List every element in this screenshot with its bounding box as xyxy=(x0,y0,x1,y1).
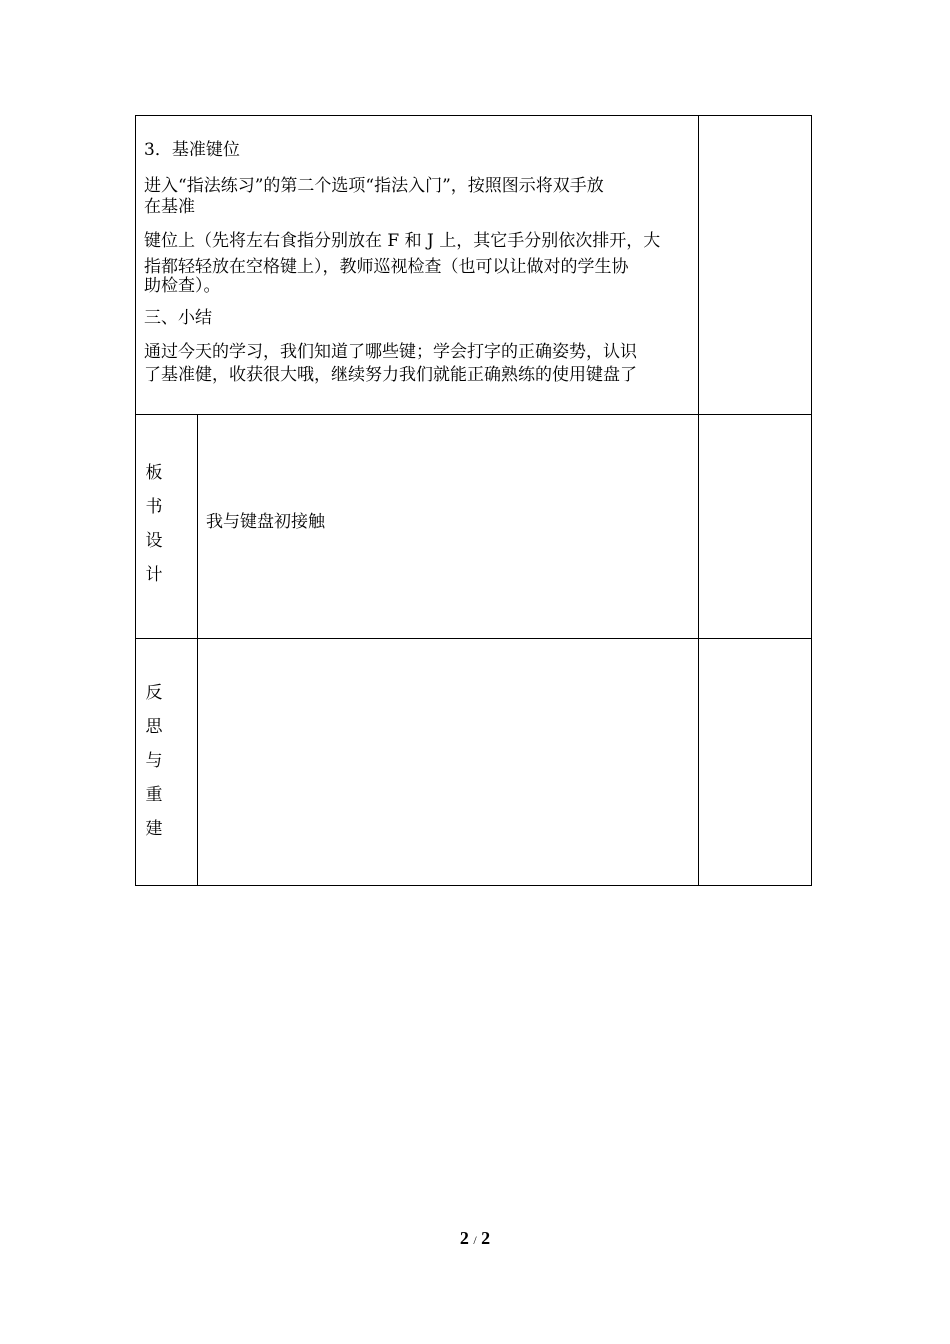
label-char: 与 xyxy=(145,751,163,771)
section-heading: 三、小结 xyxy=(144,308,212,328)
board-design-content: 我与键盘初接触 xyxy=(206,512,325,532)
table-row-divider xyxy=(135,638,812,639)
paragraph-line: 助检查）。 xyxy=(144,276,221,296)
section-heading: 3．基准键位 xyxy=(144,140,240,160)
paragraph-line: 进入“指法练习”的第二个选项“指法入门”，按照图示将双手放 xyxy=(144,176,604,196)
paragraph-line: 通过今天的学习，我们知道了哪些键；学会打字的正确姿势，认识 xyxy=(144,342,637,362)
label-char: 反 xyxy=(145,683,163,703)
table-col-divider xyxy=(698,115,699,886)
paragraph-line: 在基准 xyxy=(144,197,195,217)
label-char: 建 xyxy=(145,819,163,839)
board-design-label xyxy=(134,456,174,592)
table-row-divider xyxy=(135,414,812,415)
paragraph-line: 指都轻轻放在空格键上），教师巡视检查（也可以让做对的学生协 xyxy=(144,257,629,277)
table-col-divider xyxy=(197,414,198,886)
table-border-bottom xyxy=(135,885,812,886)
table-border-top xyxy=(135,115,812,116)
page-number xyxy=(0,1228,950,1249)
paragraph-line: 键位上（先将左右食指分别放在 F 和 J 上，其它手分别依次排开，大 xyxy=(144,231,661,251)
page-separator: / xyxy=(473,1233,477,1247)
label-char: 思 xyxy=(145,717,163,737)
label-char: 计 xyxy=(145,565,163,585)
total-pages: 2 xyxy=(481,1228,491,1248)
label-char: 板 xyxy=(145,463,163,483)
label-char: 重 xyxy=(145,785,163,805)
table-border-right xyxy=(811,115,812,886)
paragraph-line: 了基准健，收获很大哦，继续努力我们就能正确熟练的使用键盘了 xyxy=(144,365,637,385)
label-char: 书 xyxy=(145,497,163,517)
label-char: 设 xyxy=(145,531,163,551)
current-page: 2 xyxy=(459,1228,469,1248)
reflection-label xyxy=(134,676,174,846)
